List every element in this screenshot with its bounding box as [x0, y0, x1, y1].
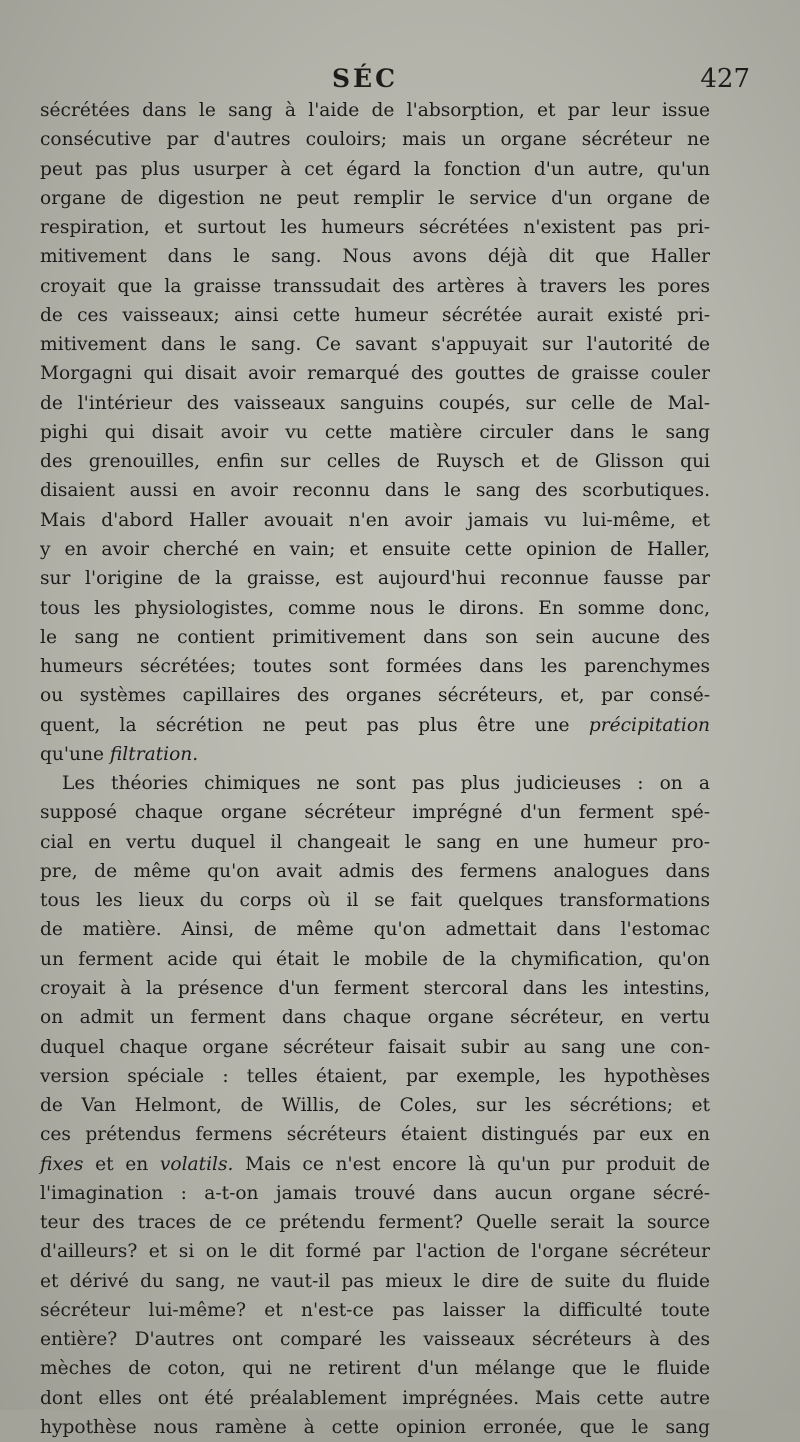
text-line [40, 418, 710, 447]
text-line [40, 1267, 710, 1296]
line-text: de ces vaisseaux; ainsi cette humeur sécrétée aurait existé pri- [40, 304, 710, 326]
text-line [40, 1003, 710, 1032]
line-text: mèches de coton, qui ne retirent d'un mélange que le fluide [40, 1358, 710, 1380]
line-text: et dérivé du sang, ne vaut-il pas mieux le dire de suite du fluide [40, 1270, 710, 1292]
text-line [40, 1033, 710, 1062]
text-line [40, 740, 710, 769]
text-line [40, 1296, 710, 1325]
line-text: humeurs sécrétées; toutes sont formées dans les parenchymes [40, 656, 710, 678]
text-line [40, 1384, 710, 1413]
text-line [40, 1062, 710, 1091]
text-line [40, 594, 710, 623]
line-text: consécutive par d'autres couloirs; mais un organe sécréteur ne [40, 129, 710, 151]
line-text: de l'intérieur des vaisseaux sanguins coupés, sur celle de Mal- [40, 392, 710, 414]
text-line [40, 564, 710, 593]
line-text: mitivement dans le sang. Ce savant s'appuyait sur l'autorité de [40, 334, 710, 356]
line-text: ces prétendus fermens sécréteurs étaient distingués par eux en [40, 1124, 710, 1146]
line-text: Les théories chimiques ne sont pas plus judicieuses : on a [62, 773, 710, 795]
text-line [40, 184, 710, 213]
text-line [40, 711, 710, 740]
text-line [40, 974, 710, 1003]
text-line [40, 652, 710, 681]
text-line [40, 1091, 710, 1120]
line-text: Mais ce n'est encore là qu'un pur produit de [245, 1153, 710, 1175]
line-text: sur l'origine de la graisse, est aujourd'hui reconnue fausse par [40, 568, 710, 590]
text-line [40, 1237, 710, 1266]
running-head [40, 60, 750, 100]
body-text [40, 96, 710, 1442]
line-text: Morgagni qui disait avoir remarqué des gouttes de graisse couler [40, 363, 710, 385]
text-line [40, 359, 710, 388]
italic-text: fixes [40, 1153, 84, 1175]
text-line [40, 330, 710, 359]
line-text: des grenouilles, enfin sur celles de Ruysch et de Glisson qui [40, 451, 710, 473]
line-text: de matière. Ainsi, de même qu'on admettait dans l'estomac [40, 919, 710, 941]
text-line [40, 623, 710, 652]
line-text: un ferment acide qui était le mobile de la chymification, qu'on [40, 948, 710, 970]
line-text: sécréteur lui-même? et n'est-ce pas laisser la difficulté toute [40, 1299, 710, 1321]
text-line [40, 242, 710, 271]
italic-text: précipitation [588, 714, 710, 736]
line-text: y en avoir cherché en vain; et ensuite cette opinion de Haller, [40, 538, 710, 560]
line-text: sécrétées dans le sang à l'aide de l'absorption, et par leur issue [40, 100, 710, 121]
text-line [40, 155, 710, 184]
line-text: Mais d'abord Haller avouait n'en avoir jamais vu lui-même, et [40, 509, 710, 531]
text-line [40, 857, 710, 886]
line-text: tous les lieux du corps où il se fait quelques transformations [40, 890, 710, 912]
text-line [40, 1325, 710, 1354]
line-text: d'ailleurs? et si on le dit formé par l'action de l'organe sécréteur [40, 1241, 710, 1263]
line-text: ou systèmes capillaires des organes sécréteurs, et, par consé- [40, 685, 710, 707]
text-line [40, 769, 710, 798]
line-text: entière? D'autres ont comparé les vaisseaux sécréteurs à des [40, 1329, 710, 1351]
line-text: mitivement dans le sang. Nous avons déjà dit que Haller [40, 246, 710, 268]
text-line [40, 915, 710, 944]
text-line [40, 272, 710, 301]
text-line [40, 535, 710, 564]
text-line [40, 389, 710, 418]
text-line [40, 828, 710, 857]
page-number: 427 [700, 64, 750, 94]
line-text: qu'une [40, 743, 104, 765]
text-line [40, 447, 710, 476]
line-text: teur des traces de ce prétendu ferment? Quelle serait la source [40, 1212, 710, 1234]
line-text: croyait à la présence d'un ferment stercoral dans les intestins, [40, 977, 710, 999]
text-line [40, 301, 710, 330]
line-text: et en [95, 1153, 149, 1175]
line-text: pre, de même qu'on avait admis des fermens analogues dans [40, 860, 710, 882]
line-text: tous les physiologistes, comme nous le dirons. En somme donc, [40, 597, 710, 619]
italic-text: filtration. [109, 743, 199, 765]
text-line [40, 681, 710, 710]
text-line [40, 886, 710, 915]
line-text: organe de digestion ne peut remplir le service d'un organe de [40, 187, 710, 209]
text-line [40, 125, 710, 154]
line-text: dont elles ont été préalablement imprégnées. Mais cette autre [40, 1387, 710, 1409]
line-text: cial en vertu duquel il changeait le sang en une humeur pro- [40, 831, 710, 853]
line-text: peut pas plus usurper à cet égard la fonction d'un autre, qu'un [40, 158, 710, 180]
text-line [40, 1150, 710, 1179]
line-text: pighi qui disait avoir vu cette matière circuler dans le sang [40, 421, 710, 443]
line-text: quent, la sécrétion ne peut pas plus être une [40, 714, 570, 736]
running-title: SÉC [332, 64, 399, 93]
italic-text: volatils. [159, 1153, 234, 1175]
line-text: duquel chaque organe sécréteur faisait subir au sang une con- [40, 1036, 710, 1058]
line-text: de Van Helmont, de Willis, de Coles, sur les sécrétions; et [40, 1095, 710, 1117]
text-line [40, 1413, 710, 1442]
line-text: le sang ne contient primitivement dans son sein aucune des [40, 626, 710, 648]
line-text: hypothèse nous ramène à cette opinion erronée, que le sang [40, 1416, 710, 1438]
text-line [40, 1208, 710, 1237]
line-text: supposé chaque organe sécréteur imprégné d'un ferment spé- [40, 802, 710, 824]
text-line [40, 506, 710, 535]
text-line [40, 213, 710, 242]
text-line [40, 798, 710, 827]
line-text: disaient aussi en avoir reconnu dans le sang des scorbutiques. [40, 480, 710, 502]
line-text: respiration, et surtout les humeurs sécrétées n'existent pas pri- [40, 217, 710, 239]
text-line [40, 476, 710, 505]
line-text: l'imagination : a-t-on jamais trouvé dans aucun organe sécré- [40, 1182, 710, 1204]
text-line [40, 1354, 710, 1383]
text-line [40, 945, 710, 974]
text-line [40, 1120, 710, 1149]
text-line [40, 96, 710, 125]
text-line [40, 1179, 710, 1208]
line-text: croyait que la graisse transsudait des artères à travers les pores [40, 275, 710, 297]
line-text: version spéciale : telles étaient, par exemple, les hypothèses [40, 1065, 710, 1087]
line-text: on admit un ferment dans chaque organe sécréteur, en vertu [40, 1007, 710, 1029]
